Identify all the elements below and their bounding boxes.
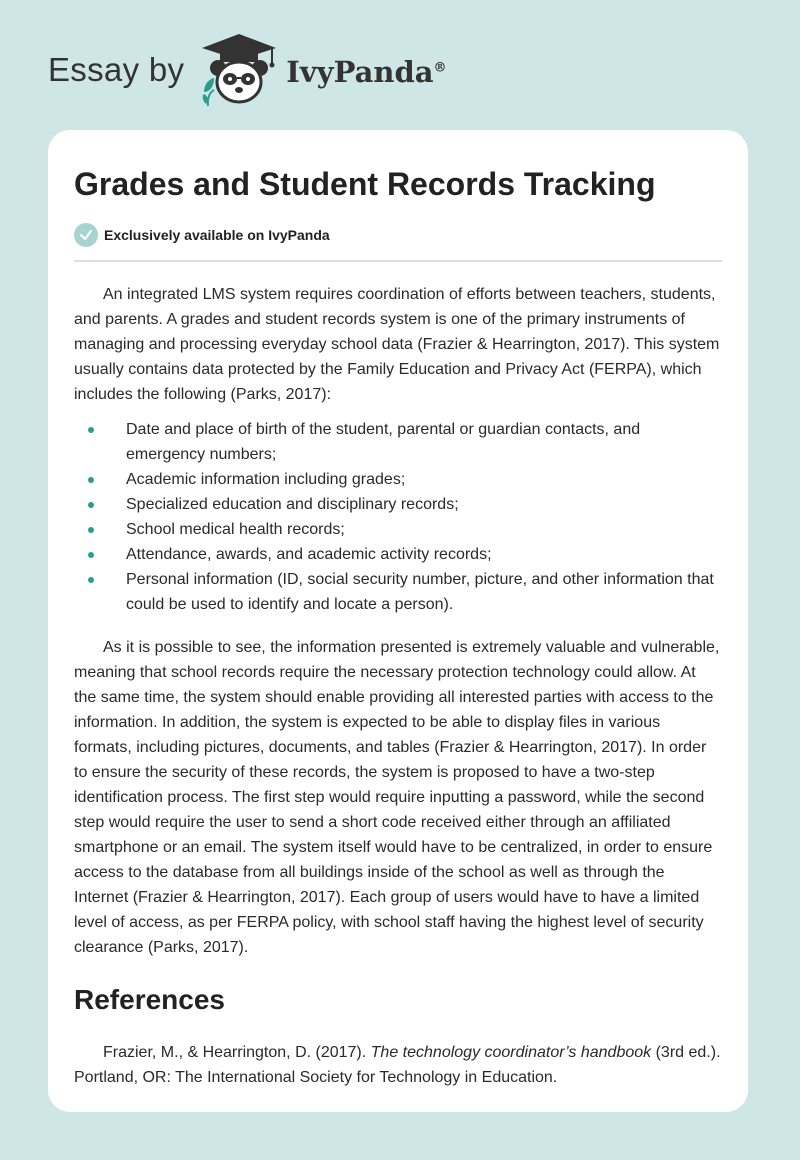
exclusive-label: Exclusively available on IvyPanda (104, 227, 330, 243)
list-item: Personal information (ID, social security number, picture, and other information that could be used to identify and locate a person). (74, 567, 722, 617)
list-item: School medical health records; (74, 517, 722, 542)
bullet-icon (88, 552, 94, 558)
divider (74, 260, 722, 262)
paragraph-analysis: As it is possible to see, the information presented is extremely valuable and vulnerable, meaning that school records require the necessary protection technology could allow. At the same time, the system should enable providing all interested parties with access to the information. In addition, the system is expected to be able to display files in various formats, including pictures, documents, and tables (Frazier & Hearrington, 2017). In order to ensure the security of these records, the system is proposed to have a two-step identification process. The first step would require inputting a password, while the second step would require the user to send a short code received either through an affiliated smartphone or an email. The system itself would have to be centralized, in order to ensure access to the database from all buildings inside of the school as well as through the Internet (Frazier & Hearrington, 2017). Each group of users would have to have a limited level of access, as per FERPA policy, with school staff having the highest level of security clearance (Parks, 2017). (74, 639, 720, 956)
paragraph-intro: An integrated LMS system requires coordination of efforts between teachers, students, and parents. A grades and student records system is one of the primary instruments of managing and processing everyday school data (Frazier & Hearrington, 2017). This system usually contains data protected by the Family Education and Privacy Act (FERPA), which includes the following (Parks, 2017): (74, 286, 720, 403)
list-item: Date and place of birth of the student, parental or guardian contacts, and emergency numbers; (74, 417, 722, 467)
bullet-icon (88, 527, 94, 533)
site-header (48, 30, 447, 110)
exclusive-badge (74, 222, 722, 248)
bullet-icon (88, 502, 94, 508)
bullet-icon (88, 577, 94, 583)
bullet-icon (88, 477, 94, 483)
list-item: Attendance, awards, and academic activity records; (74, 542, 722, 567)
essay-by-text: Essay by (48, 51, 185, 88)
list-item: Specialized education and disciplinary records; (74, 492, 722, 517)
reference-entry: Frazier, M., & Hearrington, D. (2017). The technology coordinator’s handbook (3rd ed.). Portland, OR: The International Society for Technology in Education. (74, 1044, 721, 1086)
page-title: Grades and Student Records Tracking (74, 166, 656, 202)
registered-mark: ® (433, 60, 447, 76)
protected-data-list (74, 417, 722, 617)
reference-title: The technology coordinator’s handbook (370, 1044, 652, 1061)
check-icon (74, 223, 98, 247)
references-heading: References (74, 984, 225, 1015)
essay-card (48, 130, 748, 1112)
brand-name[interactable]: IvyPanda® (286, 55, 447, 89)
list-item: Academic information including grades; (74, 467, 722, 492)
panda-graduate-icon[interactable] (198, 30, 280, 110)
bullet-icon (88, 427, 94, 433)
